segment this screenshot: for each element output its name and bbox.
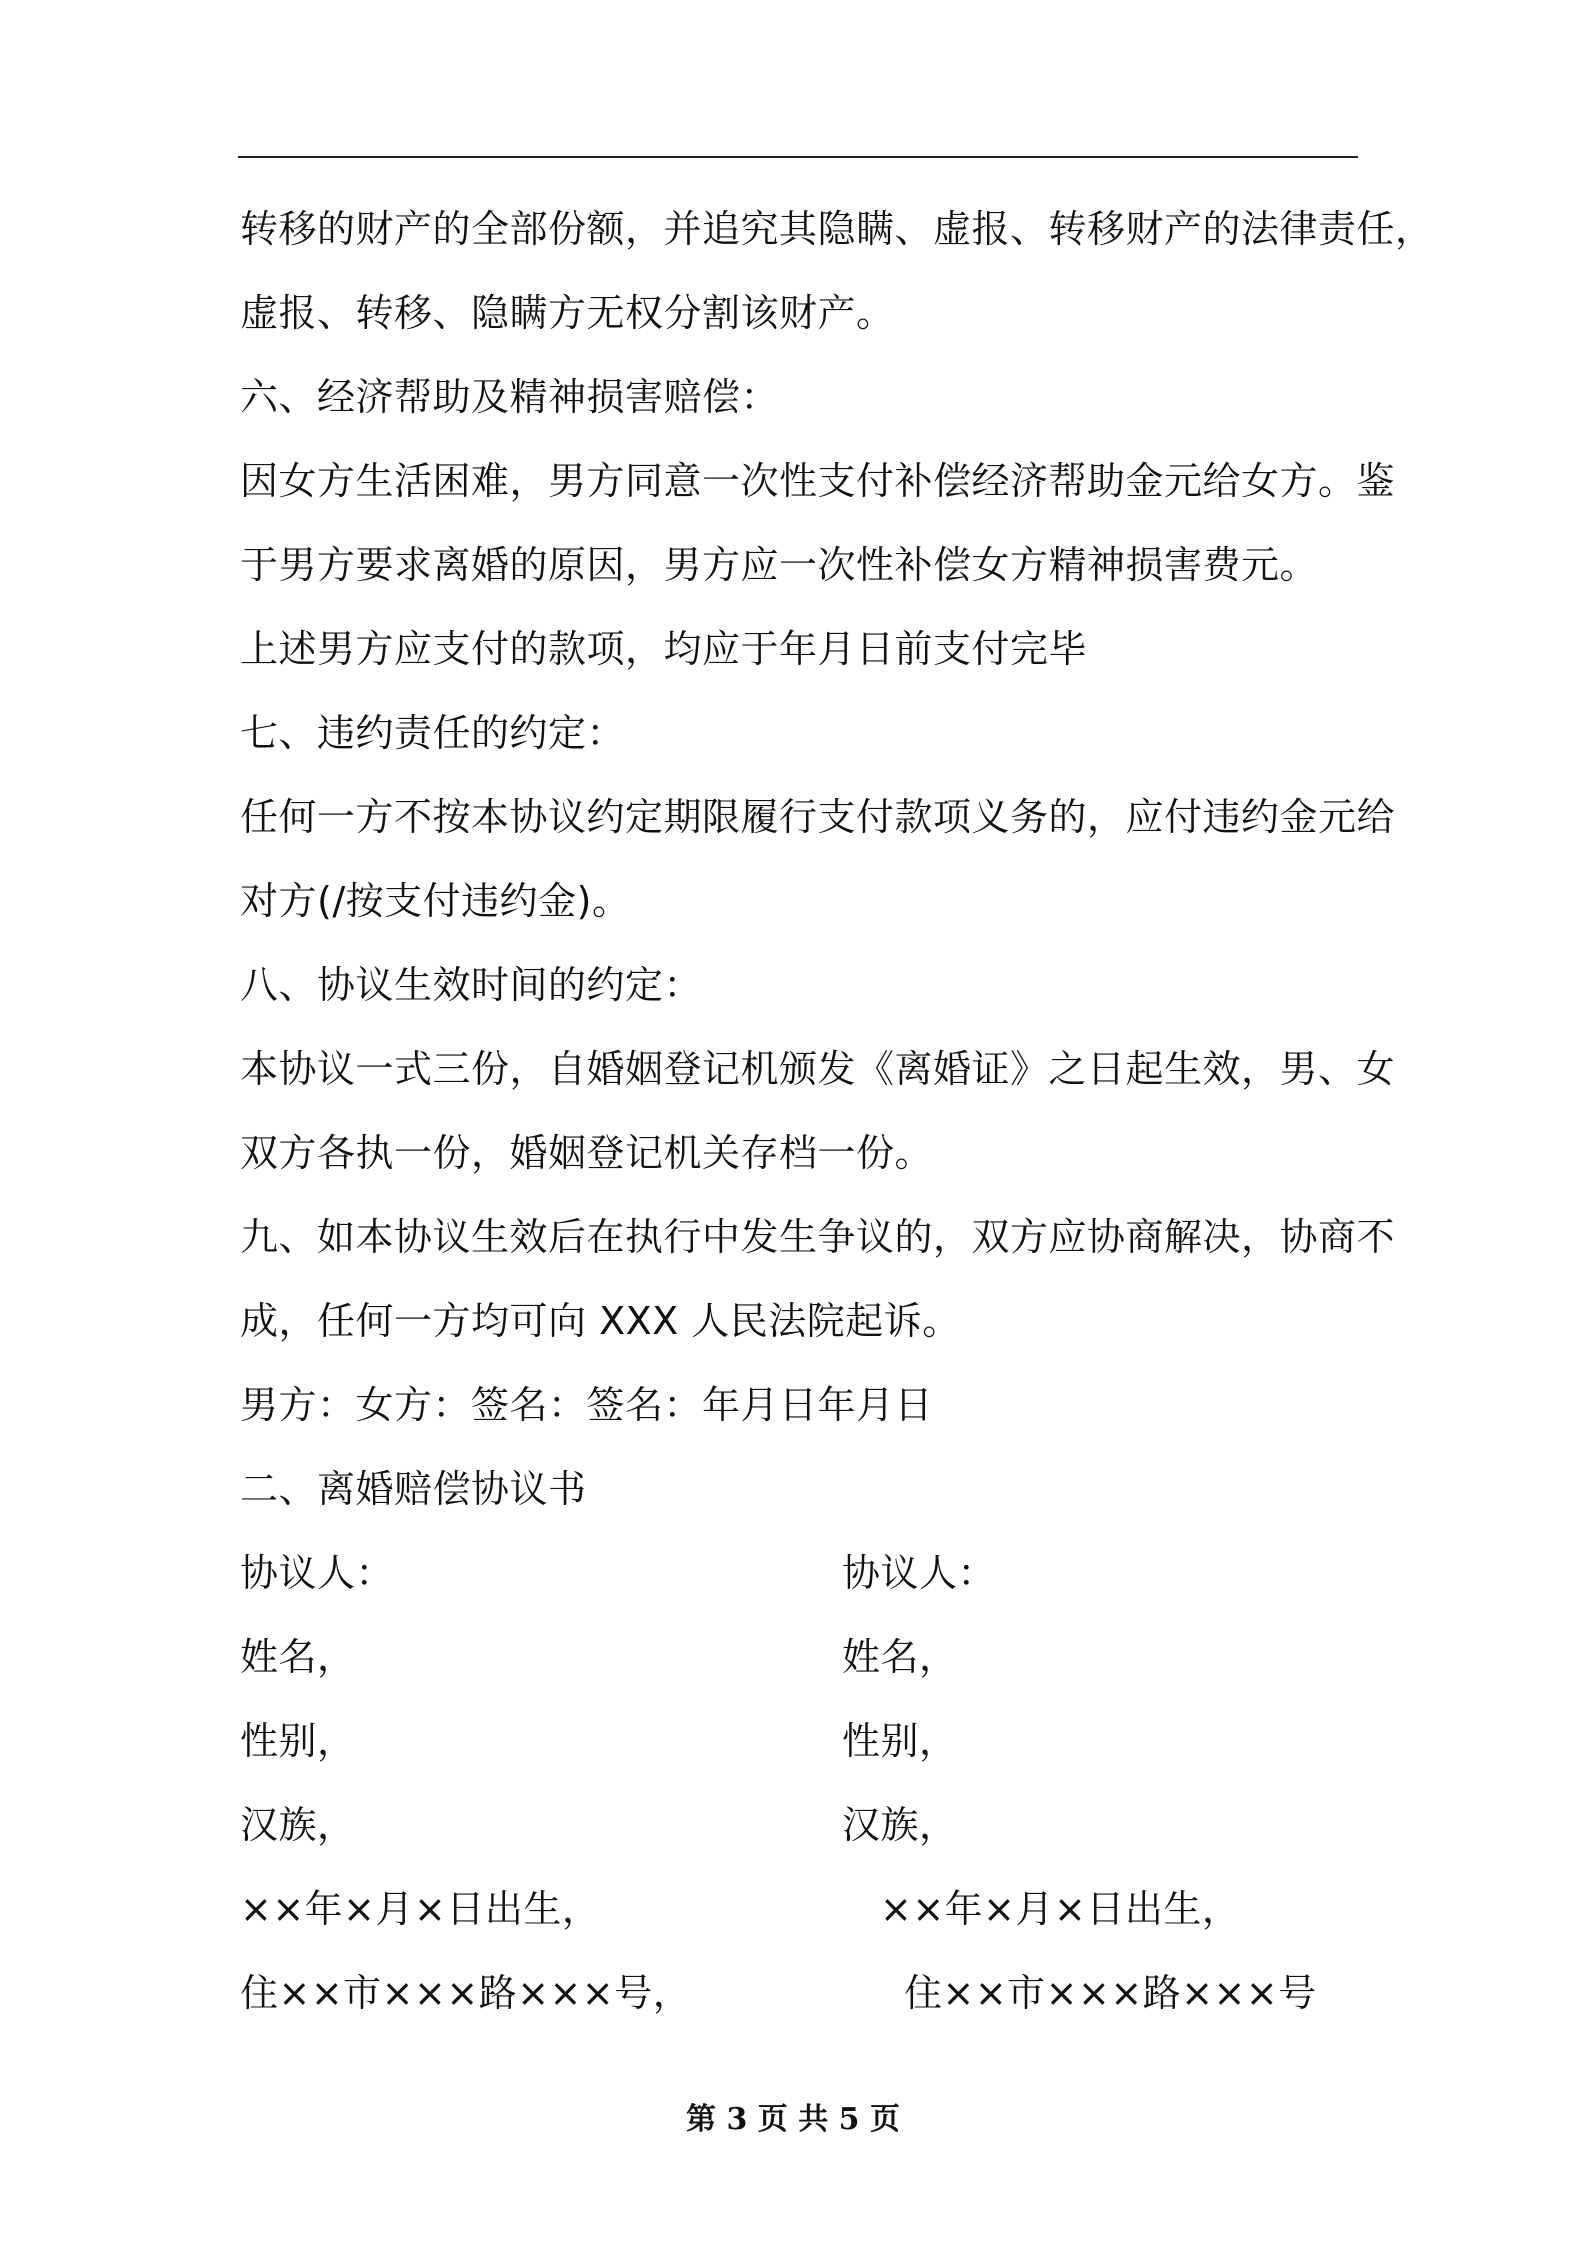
left-party-name: 姓名， xyxy=(240,1635,356,1679)
right-party-gender: 性别， xyxy=(842,1719,958,1763)
header-rule xyxy=(238,156,1358,158)
paragraph-line: 本协议一式三份，自婚姻登记机颁发《离婚证》之日起生效，男、女 xyxy=(240,1047,1396,1091)
paragraph-line: 双方各执一份，婚姻登记机关存档一份。 xyxy=(240,1131,934,1175)
paragraph-line: 任何一方不按本协议约定期限履行支付款项义务的，应付违约金元给 xyxy=(240,795,1396,839)
right-party-label: 协议人： xyxy=(842,1551,997,1595)
page-number-footer: 第 3 页 共 5 页 xyxy=(686,2102,900,2137)
paragraph-line: 转移的财产的全部份额，并追究其隐瞒、虚报、转移财产的法律责任， xyxy=(240,207,1434,251)
signature-line: 男方：女方：签名：签名：年月日年月日 xyxy=(240,1383,934,1427)
right-party-address: 住××市×××路×××号 xyxy=(904,1971,1317,2015)
right-party-birthdate: ××年×月×日出生， xyxy=(880,1887,1241,1931)
paragraph-line: 成，任何一方均可向 XXX 人民法院起诉。 xyxy=(240,1299,961,1343)
left-party-gender: 性别， xyxy=(240,1719,356,1763)
paragraph-line: 上述男方应支付的款项，均应于年月日前支付完毕 xyxy=(240,627,1088,671)
paragraph-line: 九、如本协议生效后在执行中发生争议的，双方应协商解决，协商不 xyxy=(240,1215,1396,1259)
section-heading: 二、离婚赔偿协议书 xyxy=(240,1467,587,1511)
section-heading: 七、违约责任的约定： xyxy=(240,711,626,755)
section-heading: 六、经济帮助及精神损害赔偿： xyxy=(240,375,780,419)
left-party-address: 住××市×××路×××号， xyxy=(240,1971,692,2015)
right-party-name: 姓名， xyxy=(842,1635,958,1679)
paragraph-line: 因女方生活困难，男方同意一次性支付补偿经济帮助金元给女方。鉴 xyxy=(240,459,1396,503)
right-party-ethnicity: 汉族， xyxy=(842,1803,958,1847)
paragraph-line: 对方(/按支付违约金)。 xyxy=(240,879,631,923)
left-party-ethnicity: 汉族， xyxy=(240,1803,356,1847)
paragraph-line: 虚报、转移、隐瞒方无权分割该财产。 xyxy=(240,291,895,335)
section-heading: 八、协议生效时间的约定： xyxy=(240,963,703,1007)
paragraph-line: 于男方要求离婚的原因，男方应一次性补偿女方精神损害费元。 xyxy=(240,543,1319,587)
left-party-label: 协议人： xyxy=(240,1551,395,1595)
left-party-birthdate: ××年×月×日出生， xyxy=(240,1887,601,1931)
